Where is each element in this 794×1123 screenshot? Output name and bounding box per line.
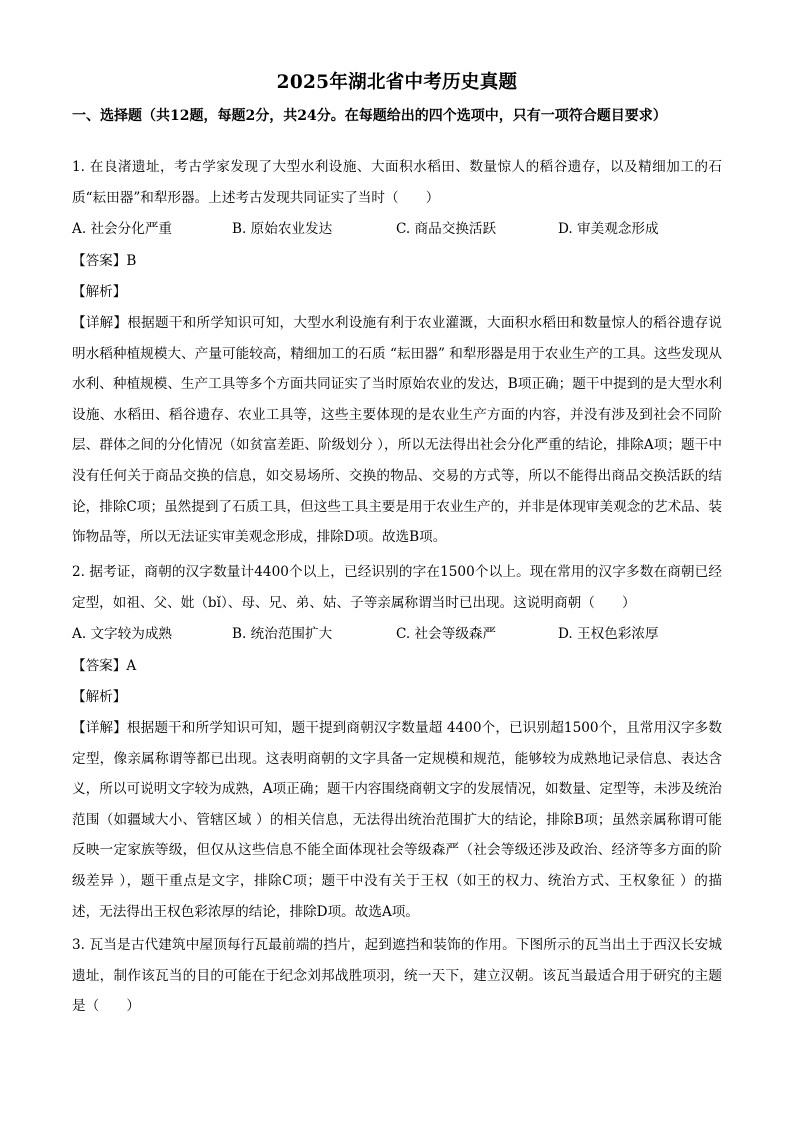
question-1-option-b: B. 原始农业发达 (232, 221, 333, 237)
question-2-analysis-label: 【解析】 (72, 689, 127, 705)
question-1-option-a: A. 社会分化严重 (72, 221, 173, 237)
question-2-option-a: A. 文字较为成熟 (72, 626, 173, 642)
question-1-answer: 【答案】B (72, 253, 137, 269)
question-2-stem: 2. 据考证，商朝的汉字数量计4400个以上，已经识别的字在1500个以上。现在常用的汉字多数在商朝已经定型，如祖、父、妣（bǐ）、母、兄、弟、姑、子等亲属称谓当时已出现。这说明商朝（ ） (72, 564, 722, 611)
question-1-option-c: C. 商品交换活跃 (396, 221, 497, 237)
question-2-options (72, 619, 722, 649)
section-heading: 一、选择题（共12题，每题2分，共24分。在每题给出的四个选项中，只有一项符合题目要求） (72, 108, 667, 124)
question-1-option-d: D. 审美观念形成 (558, 221, 659, 237)
question-2-option-d: D. 王权色彩浓厚 (558, 626, 659, 642)
question-1-options (72, 214, 722, 244)
question-2-option-c: C. 社会等级森严 (396, 626, 497, 642)
question-2-detail: 【详解】根据题干和所学知识可知，题干提到商朝汉字数量超 4400个，已识别超1500个，且常用汉字多数定型，像亲属称谓等都已出现。这表明商朝的文字具备一定规模和规范，能够较为成熟地记录信息、表达含义，所以可说明文字较为成熟，A项正确；题干内容围绕商朝文字的发展情况，如数量、定型等，未涉及统治范围（如疆域大小、管辖区域 ）的相关信息，无法得出统治范围扩大的结论，排除B项；虽然亲属称谓可能反映一定家族等级，但仅从这些信息不能全面体现社会等级森严（社会等级还涉及政治、经济等多方面的阶级差异 ），题干重点是文字，排除C项；题干中没有关于王权（如王的权力、统治方式、王权象征 ）的描述，无法得出王权色彩浓厚的结论，排除D项。故选A项。 (72, 720, 722, 920)
question-1-detail: 【详解】根据题干和所学知识可知，大型水利设施有利于农业灌溉，大面积水稻田和数量惊人的稻谷遗存说明水稻种植规模大、产量可能较高，精细加工的石质 “耘田器” 和犁形器是用于农业生产的工具。这些发现从水利、种植规模、生产工具等多个方面共同证实了当时原始农业的发达，B项正确；题干中提到的是大型水利设施、水稻田、稻谷遗存、农业工具等，这些主要体现的是农业生产方面的内容，并没有涉及到社会不同阶层、群体之间的分化情况（如贫富差距、阶级划分 ），所以无法得出社会分化严重的结论，排除A项；题干中没有任何关于商品交换的信息，如交易场所、交换的物品、交易的方式等，所以不能得出商品交换活跃的结论，排除C项；虽然提到了石质工具，但这些工具主要是用于农业生产的，并非是体现审美观念的艺术品、装饰物品等，所以无法证实审美观念形成，排除D项。故选B项。 (72, 315, 722, 546)
question-3-stem: 3. 瓦当是古代建筑中屋顶每行瓦最前端的挡片，起到遮挡和装饰的作用。下图所示的瓦当出土于西汉长安城遗址，制作该瓦当的目的可能在于纪念刘邦战胜项羽，统一天下，建立汉朝。该瓦当最适合用于研究的主题是（ ） (72, 937, 722, 1015)
question-1-stem: 1. 在良渚遗址，考古学家发现了大型水利设施、大面积水稻田、数量惊人的稻谷遗存，以及精细加工的石质“耘田器”和犁形器。上述考古发现共同证实了当时（ ） (72, 159, 722, 206)
question-2-option-b: B. 统治范围扩大 (232, 626, 333, 642)
question-2-answer: 【答案】A (72, 658, 137, 674)
page-title: 2025年湖北省中考历史真题 (276, 72, 518, 93)
question-1-analysis-label: 【解析】 (72, 284, 127, 300)
